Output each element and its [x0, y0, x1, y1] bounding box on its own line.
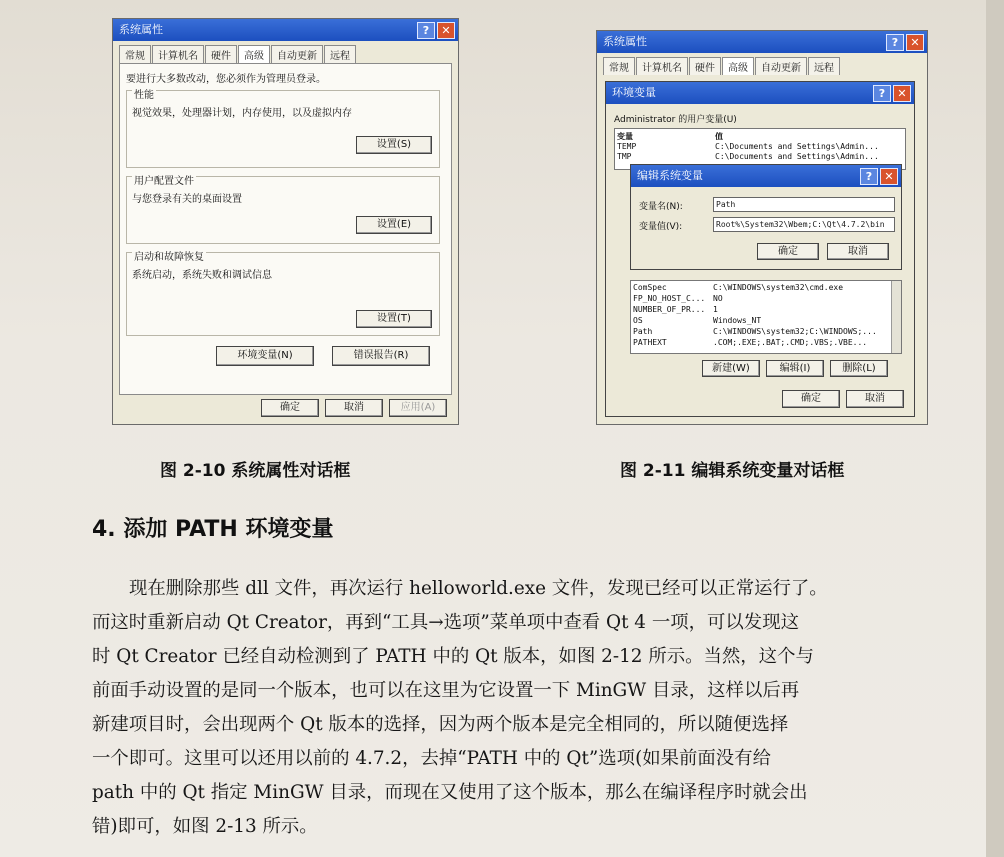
close-icon[interactable]: ✕: [893, 85, 911, 102]
cancel-button[interactable]: 取消: [325, 399, 383, 417]
outer-title: 系统属性: [603, 35, 647, 48]
tab-hardware[interactable]: 硬件: [205, 45, 237, 63]
performance-label: 性能: [132, 86, 156, 101]
paragraph-line: 时 Qt Creator 已经自动检测到了 PATH 中的 Qt 版本，如图 2-12 所示。当然，这个与: [92, 646, 814, 667]
performance-settings-button[interactable]: 设置(S): [356, 136, 432, 154]
env-title: 环境变量: [612, 86, 656, 99]
advanced-panel: [119, 63, 452, 395]
var-value-input[interactable]: Root%\System32\Wbem;C:\Qt\4.7.2\bin: [713, 217, 895, 232]
tab-computer-name[interactable]: 计算机名: [636, 57, 688, 75]
startup-settings-button[interactable]: 设置(T): [356, 310, 432, 328]
help-icon[interactable]: ?: [860, 168, 878, 185]
tab-general[interactable]: 常规: [119, 45, 151, 63]
help-icon[interactable]: ?: [417, 22, 435, 39]
tab-auto-update[interactable]: 自动更新: [271, 45, 323, 63]
system-vars-list: [630, 280, 902, 354]
sys-var-name[interactable]: FP_NO_HOST_C...: [633, 294, 706, 303]
edit-titlebar: [631, 165, 901, 187]
paragraph-line: 错)即可，如图 2-13 所示。: [92, 816, 318, 837]
ok-button[interactable]: 确定: [261, 399, 319, 417]
figure-2-10-caption: 图 2-10 系统属性对话框: [160, 461, 351, 481]
new-variable-button[interactable]: 新建(W): [702, 360, 760, 377]
tab-advanced[interactable]: 高级: [722, 57, 754, 75]
user-var-name[interactable]: TMP: [617, 152, 632, 161]
sys-var-value[interactable]: C:\WINDOWS\system32\cmd.exe: [713, 283, 844, 292]
section-heading: 4. 添加 PATH 环境变量: [92, 517, 334, 542]
outer-tab-strip: [597, 53, 927, 75]
tab-computer-name[interactable]: 计算机名: [152, 45, 204, 63]
tab-auto-update[interactable]: 自动更新: [755, 57, 807, 75]
close-icon[interactable]: ✕: [437, 22, 455, 39]
sys-var-name[interactable]: NUMBER_OF_PR...: [633, 305, 706, 314]
tab-general[interactable]: 常规: [603, 57, 635, 75]
var-name-label: 变量名(N):: [639, 202, 683, 212]
sys-var-value[interactable]: .COM;.EXE;.BAT;.CMD;.VBS;.VBE...: [713, 338, 868, 347]
close-icon[interactable]: ✕: [880, 168, 898, 185]
help-icon[interactable]: ?: [873, 85, 891, 102]
system-properties-dialog: [112, 18, 459, 425]
scrollbar[interactable]: [891, 281, 901, 353]
user-var-value[interactable]: C:\Documents and Settings\Admin...: [715, 142, 879, 151]
sys-var-name[interactable]: OS: [633, 316, 643, 325]
figure-2-11-caption: 图 2-11 编辑系统变量对话框: [620, 461, 845, 481]
sys-var-value[interactable]: 1: [713, 305, 718, 314]
sys-var-value[interactable]: C:\WINDOWS\system32;C:\WINDOWS;...: [713, 327, 877, 336]
profile-desc: 与您登录有关的桌面设置: [132, 194, 242, 205]
sys-var-value[interactable]: NO: [713, 294, 723, 303]
environment-variables-window: [605, 81, 915, 417]
dialog-title: 系统属性: [119, 23, 163, 36]
tab-remote[interactable]: 远程: [808, 57, 840, 75]
sys-var-name[interactable]: ComSpec: [633, 283, 667, 292]
environment-variables-button[interactable]: 环境变量(N): [216, 346, 314, 366]
close-icon[interactable]: ✕: [906, 34, 924, 51]
col-var-header: 变量: [617, 132, 633, 141]
paragraph-line: 前面手动设置的是同一个版本，也可以在这里为它设置一下 MinGW 目录，这样以后再: [92, 680, 800, 701]
admin-note: 要进行大多数改动，您必须作为管理员登录。: [126, 74, 326, 85]
error-report-button[interactable]: 错误报告(R): [332, 346, 430, 366]
profile-settings-button[interactable]: 设置(E): [356, 216, 432, 234]
paragraph-line: path 中的 Qt 指定 MinGW 目录，而现在又使用了这个版本，那么在编译程序时就会出: [92, 782, 808, 803]
user-var-name[interactable]: TEMP: [617, 142, 637, 151]
dialog-titlebar: [113, 19, 458, 41]
outer-titlebar: [597, 31, 927, 53]
user-var-value[interactable]: C:\Documents and Settings\Admin...: [715, 152, 879, 161]
startup-desc: 系统启动，系统失败和调试信息: [132, 270, 272, 281]
paragraph-line: 而这时重新启动 Qt Creator，再到“工具→选项”菜单项中查看 Qt 4 一项，可以发现这: [92, 612, 799, 633]
startup-label: 启动和故障恢复: [132, 248, 206, 263]
paragraph-line: 一个即可。这里可以还用以前的 4.7.2，去掉“PATH 中的 Qt”选项(如果前面没有给: [92, 748, 771, 769]
tab-advanced[interactable]: 高级: [238, 45, 270, 63]
sys-var-name[interactable]: Path: [633, 327, 653, 336]
edit-cancel-button[interactable]: 取消: [827, 243, 889, 260]
help-icon[interactable]: ?: [886, 34, 904, 51]
sys-var-value[interactable]: Windows_NT: [713, 316, 762, 325]
env-titlebar: [606, 82, 914, 104]
var-value-label: 变量值(V):: [639, 222, 683, 232]
var-name-input[interactable]: Path: [713, 197, 895, 212]
env-ok-button[interactable]: 确定: [782, 390, 840, 408]
performance-desc: 视觉效果，处理器计划，内存使用，以及虚拟内存: [132, 108, 352, 119]
edit-ok-button[interactable]: 确定: [757, 243, 819, 260]
apply-button[interactable]: 应用(A): [389, 399, 447, 417]
sys-var-name[interactable]: PATHEXT: [633, 338, 667, 347]
tab-strip: [113, 41, 458, 63]
system-properties-bg-dialog: [596, 30, 928, 425]
profile-label: 用户配置文件: [132, 172, 196, 187]
tab-remote[interactable]: 远程: [324, 45, 356, 63]
edit-title: 编辑系统变量: [637, 169, 703, 182]
user-vars-label: Administrator 的用户变量(U): [614, 115, 737, 125]
performance-group: [126, 90, 440, 168]
delete-variable-button[interactable]: 删除(L): [830, 360, 888, 377]
paragraph-line: 现在删除那些 dll 文件，再次运行 helloworld.exe 文件，发现已经可以正常运行了。: [129, 578, 828, 599]
edit-variable-button[interactable]: 编辑(I): [766, 360, 824, 377]
col-val-header: 值: [715, 132, 723, 141]
env-cancel-button[interactable]: 取消: [846, 390, 904, 408]
paragraph-line: 新建项目时，会出现两个 Qt 版本的选择，因为两个版本是完全相同的，所以随便选择: [92, 714, 789, 735]
tab-hardware[interactable]: 硬件: [689, 57, 721, 75]
page-edge: [986, 0, 1004, 857]
edit-system-variable-dialog: [630, 164, 902, 270]
